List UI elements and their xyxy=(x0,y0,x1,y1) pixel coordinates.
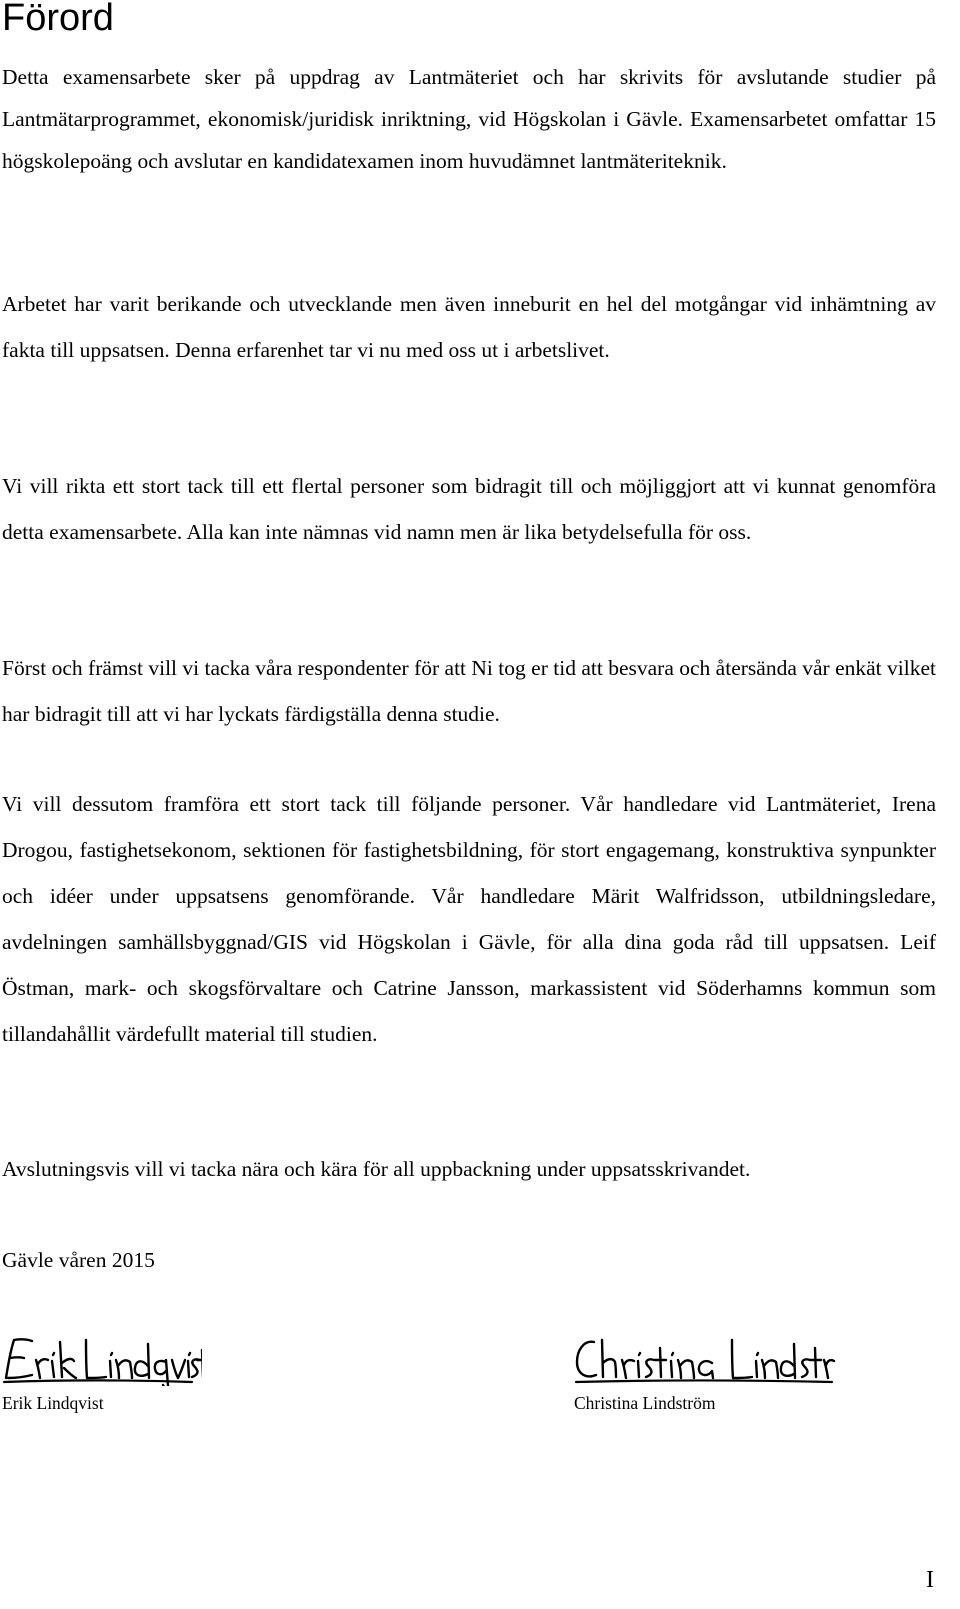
signature-christina-lindstrom-image xyxy=(574,1330,836,1386)
signature-block-christina xyxy=(574,1330,836,1414)
paragraph-thanks-persons: Vi vill dessutom framföra ett stort tack till följande personer. Vår handledare vid Lantmäteriet, Irena Drogou, fastighetsekonom, sektionen för fastighetsbildning, för stort engagemang, konstruktiva synpunkter och idéer under uppsatsens genomförande. Vår handledare Märit Walfridsson, utbildningsledare, avdelningen samhällsbyggnad/GIS vid Högskolan i Gävle, för alla dina goda råd till uppsatsen. Leif Östman, mark- och skogsförvaltare och Catrine Jansson, markassistent vid Söderhamns kommun som tillandahållit värdefullt material till studien. xyxy=(2,792,936,1046)
paragraph-experience: Arbetet har varit berikande och utvecklande men även inneburit en hel del motgångar vid inhämtning av fakta till uppsatsen. Denna erfarenhet tar vi nu med oss ut i arbetslivet. xyxy=(2,292,936,362)
signature-erik-lindqvist-image xyxy=(2,1330,202,1386)
signature-block-erik xyxy=(2,1330,202,1414)
paragraph-thanks-general: Vi vill rikta ett stort tack till ett flertal personer som bidragit till och möjliggjort att vi kunnat genomföra detta examensarbete. Alla kan inte nämnas vid namn men är lika betydelsefulla för oss. xyxy=(2,474,936,544)
page-number: I xyxy=(926,1567,934,1593)
signature-name-erik: Erik Lindqvist xyxy=(2,1393,104,1413)
paragraph-thanks-respondents: Först och främst vill vi tacka våra respondenter för att Ni tog er tid att besvara och återsända vår enkät vilket har bidragit till att vi har lyckats färdigställa denna studie. xyxy=(2,656,936,726)
paragraph-closing: Avslutningsvis vill vi tacka nära och kära för all uppbackning under uppsatsskrivandet. xyxy=(2,1157,751,1181)
place-and-date: Gävle våren 2015 xyxy=(2,1248,155,1272)
signature-name-christina: Christina Lindström xyxy=(574,1393,716,1413)
paragraph-intro: Detta examensarbete sker på uppdrag av Lantmäteriet och har skrivits för avslutande studier på Lantmätarprogrammet, ekonomisk/juridisk inriktning, vid Högskolan i Gävle. Examensarbetet omfattar 15 högskolepoäng och avslutar en kandidatexamen inom huvudämnet lantmäteriteknik. xyxy=(2,65,936,173)
page-title: Förord xyxy=(2,0,114,39)
